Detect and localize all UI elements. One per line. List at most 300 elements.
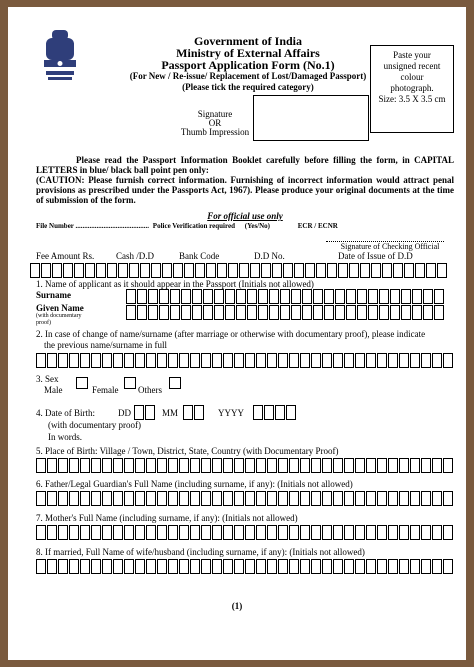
character-box[interactable]	[134, 405, 144, 420]
character-box[interactable]	[289, 559, 299, 574]
character-box[interactable]	[305, 263, 315, 278]
character-box[interactable]	[421, 353, 431, 368]
character-box[interactable]	[148, 289, 158, 304]
character-box[interactable]	[168, 559, 178, 574]
character-box[interactable]	[256, 525, 266, 540]
character-box[interactable]	[179, 559, 189, 574]
character-box[interactable]	[258, 289, 268, 304]
character-box[interactable]	[203, 305, 213, 320]
dob-year-boxes[interactable]	[253, 405, 297, 420]
character-box[interactable]	[333, 559, 343, 574]
character-box[interactable]	[443, 458, 453, 473]
character-box[interactable]	[410, 353, 420, 368]
character-box[interactable]	[137, 289, 147, 304]
character-box[interactable]	[344, 525, 354, 540]
character-box[interactable]	[69, 458, 79, 473]
spouse-name-boxes[interactable]	[36, 559, 454, 574]
character-box[interactable]	[316, 263, 326, 278]
character-box[interactable]	[113, 353, 123, 368]
character-box[interactable]	[113, 491, 123, 506]
character-box[interactable]	[267, 559, 277, 574]
character-box[interactable]	[85, 263, 95, 278]
character-box[interactable]	[181, 289, 191, 304]
character-box[interactable]	[80, 491, 90, 506]
character-box[interactable]	[223, 353, 233, 368]
character-box[interactable]	[168, 491, 178, 506]
character-box[interactable]	[168, 353, 178, 368]
character-box[interactable]	[443, 491, 453, 506]
character-box[interactable]	[401, 289, 411, 304]
character-box[interactable]	[322, 353, 332, 368]
character-box[interactable]	[135, 525, 145, 540]
character-box[interactable]	[245, 559, 255, 574]
character-box[interactable]	[212, 353, 222, 368]
character-box[interactable]	[173, 263, 183, 278]
character-box[interactable]	[443, 559, 453, 574]
character-box[interactable]	[412, 305, 422, 320]
character-box[interactable]	[278, 525, 288, 540]
character-box[interactable]	[278, 491, 288, 506]
character-box[interactable]	[399, 559, 409, 574]
character-box[interactable]	[58, 458, 68, 473]
character-box[interactable]	[355, 559, 365, 574]
character-box[interactable]	[212, 525, 222, 540]
character-box[interactable]	[311, 491, 321, 506]
character-box[interactable]	[47, 353, 57, 368]
character-box[interactable]	[151, 263, 161, 278]
character-box[interactable]	[377, 525, 387, 540]
character-box[interactable]	[423, 289, 433, 304]
character-box[interactable]	[256, 559, 266, 574]
given-name-boxes[interactable]	[126, 305, 445, 320]
character-box[interactable]	[91, 458, 101, 473]
character-box[interactable]	[258, 305, 268, 320]
character-box[interactable]	[366, 353, 376, 368]
character-box[interactable]	[159, 289, 169, 304]
character-box[interactable]	[379, 305, 389, 320]
character-box[interactable]	[344, 353, 354, 368]
character-box[interactable]	[157, 491, 167, 506]
character-box[interactable]	[355, 525, 365, 540]
character-box[interactable]	[201, 458, 211, 473]
character-box[interactable]	[278, 458, 288, 473]
character-box[interactable]	[300, 491, 310, 506]
dob-day-boxes[interactable]	[134, 405, 156, 420]
character-box[interactable]	[377, 491, 387, 506]
character-box[interactable]	[355, 353, 365, 368]
character-box[interactable]	[212, 491, 222, 506]
character-box[interactable]	[289, 525, 299, 540]
character-box[interactable]	[183, 405, 193, 420]
character-box[interactable]	[432, 525, 442, 540]
character-box[interactable]	[421, 525, 431, 540]
character-box[interactable]	[421, 458, 431, 473]
character-box[interactable]	[443, 525, 453, 540]
character-box[interactable]	[261, 263, 271, 278]
character-box[interactable]	[137, 305, 147, 320]
character-box[interactable]	[234, 559, 244, 574]
character-box[interactable]	[69, 559, 79, 574]
character-box[interactable]	[322, 491, 332, 506]
character-box[interactable]	[346, 289, 356, 304]
character-box[interactable]	[366, 559, 376, 574]
character-box[interactable]	[30, 263, 40, 278]
character-box[interactable]	[264, 405, 274, 420]
character-box[interactable]	[148, 305, 158, 320]
character-box[interactable]	[368, 289, 378, 304]
character-box[interactable]	[245, 458, 255, 473]
character-box[interactable]	[212, 458, 222, 473]
character-box[interactable]	[126, 289, 136, 304]
character-box[interactable]	[102, 353, 112, 368]
character-box[interactable]	[410, 458, 420, 473]
others-checkbox[interactable]	[169, 377, 181, 389]
character-box[interactable]	[234, 525, 244, 540]
character-box[interactable]	[291, 305, 301, 320]
character-box[interactable]	[371, 263, 381, 278]
character-box[interactable]	[113, 525, 123, 540]
character-box[interactable]	[190, 353, 200, 368]
character-box[interactable]	[146, 353, 156, 368]
character-box[interactable]	[80, 525, 90, 540]
character-box[interactable]	[157, 353, 167, 368]
character-box[interactable]	[36, 458, 46, 473]
character-box[interactable]	[426, 263, 436, 278]
character-box[interactable]	[247, 305, 257, 320]
surname-boxes[interactable]	[126, 289, 445, 304]
character-box[interactable]	[410, 491, 420, 506]
character-box[interactable]	[223, 525, 233, 540]
character-box[interactable]	[349, 263, 359, 278]
character-box[interactable]	[47, 458, 57, 473]
character-box[interactable]	[324, 305, 334, 320]
character-box[interactable]	[324, 289, 334, 304]
character-box[interactable]	[217, 263, 227, 278]
character-box[interactable]	[333, 458, 343, 473]
character-box[interactable]	[382, 263, 392, 278]
character-box[interactable]	[190, 525, 200, 540]
dob-month-boxes[interactable]	[183, 405, 205, 420]
character-box[interactable]	[322, 559, 332, 574]
character-box[interactable]	[146, 559, 156, 574]
character-box[interactable]	[124, 559, 134, 574]
character-box[interactable]	[267, 458, 277, 473]
character-box[interactable]	[192, 305, 202, 320]
character-box[interactable]	[300, 458, 310, 473]
character-box[interactable]	[206, 263, 216, 278]
character-box[interactable]	[228, 263, 238, 278]
character-box[interactable]	[388, 353, 398, 368]
character-box[interactable]	[335, 289, 345, 304]
character-box[interactable]	[124, 458, 134, 473]
character-box[interactable]	[91, 491, 101, 506]
character-box[interactable]	[278, 353, 288, 368]
character-box[interactable]	[404, 263, 414, 278]
character-box[interactable]	[410, 559, 420, 574]
character-box[interactable]	[168, 525, 178, 540]
character-box[interactable]	[434, 305, 444, 320]
character-box[interactable]	[399, 525, 409, 540]
character-box[interactable]	[159, 305, 169, 320]
photo-box[interactable]	[370, 45, 454, 133]
character-box[interactable]	[96, 263, 106, 278]
character-box[interactable]	[126, 305, 136, 320]
character-box[interactable]	[256, 491, 266, 506]
character-box[interactable]	[129, 263, 139, 278]
character-box[interactable]	[283, 263, 293, 278]
character-box[interactable]	[146, 491, 156, 506]
character-box[interactable]	[36, 353, 46, 368]
character-box[interactable]	[41, 263, 51, 278]
character-box[interactable]	[289, 353, 299, 368]
character-box[interactable]	[302, 289, 312, 304]
character-box[interactable]	[267, 525, 277, 540]
character-box[interactable]	[146, 525, 156, 540]
character-box[interactable]	[432, 353, 442, 368]
character-box[interactable]	[256, 458, 266, 473]
character-box[interactable]	[170, 305, 180, 320]
character-box[interactable]	[179, 353, 189, 368]
character-box[interactable]	[157, 525, 167, 540]
character-box[interactable]	[289, 458, 299, 473]
character-box[interactable]	[179, 491, 189, 506]
character-box[interactable]	[366, 491, 376, 506]
character-box[interactable]	[69, 525, 79, 540]
character-box[interactable]	[223, 458, 233, 473]
character-box[interactable]	[390, 305, 400, 320]
character-box[interactable]	[275, 405, 285, 420]
character-box[interactable]	[239, 263, 249, 278]
character-box[interactable]	[52, 263, 62, 278]
character-box[interactable]	[201, 559, 211, 574]
character-box[interactable]	[195, 263, 205, 278]
character-box[interactable]	[393, 263, 403, 278]
character-box[interactable]	[181, 305, 191, 320]
character-box[interactable]	[63, 263, 73, 278]
female-checkbox[interactable]	[124, 377, 136, 389]
character-box[interactable]	[58, 353, 68, 368]
character-box[interactable]	[234, 353, 244, 368]
character-box[interactable]	[253, 405, 263, 420]
character-box[interactable]	[162, 263, 172, 278]
character-box[interactable]	[355, 491, 365, 506]
character-box[interactable]	[357, 289, 367, 304]
character-box[interactable]	[432, 559, 442, 574]
character-box[interactable]	[366, 458, 376, 473]
character-box[interactable]	[333, 491, 343, 506]
character-box[interactable]	[135, 353, 145, 368]
character-box[interactable]	[377, 353, 387, 368]
character-box[interactable]	[47, 491, 57, 506]
character-box[interactable]	[421, 491, 431, 506]
character-box[interactable]	[245, 353, 255, 368]
character-box[interactable]	[91, 353, 101, 368]
birthplace-boxes-1[interactable]	[36, 458, 454, 473]
character-box[interactable]	[194, 405, 204, 420]
character-box[interactable]	[214, 305, 224, 320]
character-box[interactable]	[346, 305, 356, 320]
character-box[interactable]	[190, 559, 200, 574]
character-box[interactable]	[69, 353, 79, 368]
character-box[interactable]	[437, 263, 447, 278]
character-box[interactable]	[388, 525, 398, 540]
character-box[interactable]	[36, 559, 46, 574]
character-box[interactable]	[401, 305, 411, 320]
character-box[interactable]	[102, 458, 112, 473]
character-box[interactable]	[47, 525, 57, 540]
character-box[interactable]	[311, 353, 321, 368]
character-box[interactable]	[267, 353, 277, 368]
character-box[interactable]	[399, 353, 409, 368]
character-box[interactable]	[280, 305, 290, 320]
character-box[interactable]	[190, 458, 200, 473]
character-box[interactable]	[300, 559, 310, 574]
character-box[interactable]	[250, 263, 260, 278]
character-box[interactable]	[236, 289, 246, 304]
character-box[interactable]	[113, 559, 123, 574]
fee-boxes[interactable]	[30, 263, 448, 278]
character-box[interactable]	[212, 559, 222, 574]
character-box[interactable]	[124, 525, 134, 540]
character-box[interactable]	[366, 525, 376, 540]
character-box[interactable]	[80, 458, 90, 473]
character-box[interactable]	[124, 491, 134, 506]
character-box[interactable]	[190, 491, 200, 506]
character-box[interactable]	[225, 305, 235, 320]
previous-name-boxes[interactable]	[36, 353, 454, 368]
character-box[interactable]	[140, 263, 150, 278]
character-box[interactable]	[432, 491, 442, 506]
character-box[interactable]	[135, 458, 145, 473]
character-box[interactable]	[267, 491, 277, 506]
character-box[interactable]	[234, 458, 244, 473]
character-box[interactable]	[322, 525, 332, 540]
character-box[interactable]	[247, 289, 257, 304]
character-box[interactable]	[278, 559, 288, 574]
character-box[interactable]	[286, 405, 296, 420]
character-box[interactable]	[135, 559, 145, 574]
character-box[interactable]	[157, 458, 167, 473]
character-box[interactable]	[432, 458, 442, 473]
character-box[interactable]	[272, 263, 282, 278]
character-box[interactable]	[379, 289, 389, 304]
character-box[interactable]	[311, 559, 321, 574]
character-box[interactable]	[245, 525, 255, 540]
character-box[interactable]	[344, 559, 354, 574]
character-box[interactable]	[179, 525, 189, 540]
character-box[interactable]	[357, 305, 367, 320]
character-box[interactable]	[313, 289, 323, 304]
character-box[interactable]	[434, 289, 444, 304]
character-box[interactable]	[399, 458, 409, 473]
character-box[interactable]	[333, 353, 343, 368]
character-box[interactable]	[335, 305, 345, 320]
character-box[interactable]	[157, 559, 167, 574]
character-box[interactable]	[58, 491, 68, 506]
character-box[interactable]	[170, 289, 180, 304]
character-box[interactable]	[102, 559, 112, 574]
character-box[interactable]	[69, 491, 79, 506]
character-box[interactable]	[91, 525, 101, 540]
character-box[interactable]	[423, 305, 433, 320]
character-box[interactable]	[360, 263, 370, 278]
character-box[interactable]	[201, 525, 211, 540]
character-box[interactable]	[225, 289, 235, 304]
character-box[interactable]	[344, 458, 354, 473]
character-box[interactable]	[412, 289, 422, 304]
character-box[interactable]	[311, 525, 321, 540]
character-box[interactable]	[390, 289, 400, 304]
character-box[interactable]	[300, 353, 310, 368]
character-box[interactable]	[289, 491, 299, 506]
character-box[interactable]	[236, 305, 246, 320]
character-box[interactable]	[377, 458, 387, 473]
character-box[interactable]	[223, 491, 233, 506]
character-box[interactable]	[107, 263, 117, 278]
character-box[interactable]	[58, 559, 68, 574]
character-box[interactable]	[410, 525, 420, 540]
character-box[interactable]	[313, 305, 323, 320]
character-box[interactable]	[280, 289, 290, 304]
character-box[interactable]	[146, 458, 156, 473]
character-box[interactable]	[80, 559, 90, 574]
character-box[interactable]	[234, 491, 244, 506]
character-box[interactable]	[421, 559, 431, 574]
character-box[interactable]	[388, 458, 398, 473]
character-box[interactable]	[291, 289, 301, 304]
character-box[interactable]	[327, 263, 337, 278]
character-box[interactable]	[355, 458, 365, 473]
character-box[interactable]	[388, 491, 398, 506]
character-box[interactable]	[443, 353, 453, 368]
character-box[interactable]	[124, 353, 134, 368]
mother-name-boxes[interactable]	[36, 525, 454, 540]
character-box[interactable]	[214, 289, 224, 304]
character-box[interactable]	[415, 263, 425, 278]
character-box[interactable]	[399, 491, 409, 506]
character-box[interactable]	[145, 405, 155, 420]
male-checkbox[interactable]	[76, 377, 88, 389]
character-box[interactable]	[377, 559, 387, 574]
character-box[interactable]	[36, 491, 46, 506]
character-box[interactable]	[113, 458, 123, 473]
character-box[interactable]	[58, 525, 68, 540]
character-box[interactable]	[102, 491, 112, 506]
character-box[interactable]	[47, 559, 57, 574]
character-box[interactable]	[80, 353, 90, 368]
character-box[interactable]	[74, 263, 84, 278]
character-box[interactable]	[135, 491, 145, 506]
father-name-boxes[interactable]	[36, 491, 454, 506]
character-box[interactable]	[179, 458, 189, 473]
character-box[interactable]	[338, 263, 348, 278]
character-box[interactable]	[368, 305, 378, 320]
character-box[interactable]	[203, 289, 213, 304]
character-box[interactable]	[269, 305, 279, 320]
character-box[interactable]	[300, 525, 310, 540]
character-box[interactable]	[102, 525, 112, 540]
character-box[interactable]	[201, 353, 211, 368]
character-box[interactable]	[36, 525, 46, 540]
character-box[interactable]	[269, 289, 279, 304]
character-box[interactable]	[311, 458, 321, 473]
character-box[interactable]	[201, 491, 211, 506]
character-box[interactable]	[322, 458, 332, 473]
character-box[interactable]	[168, 458, 178, 473]
character-box[interactable]	[302, 305, 312, 320]
character-box[interactable]	[388, 559, 398, 574]
character-box[interactable]	[184, 263, 194, 278]
